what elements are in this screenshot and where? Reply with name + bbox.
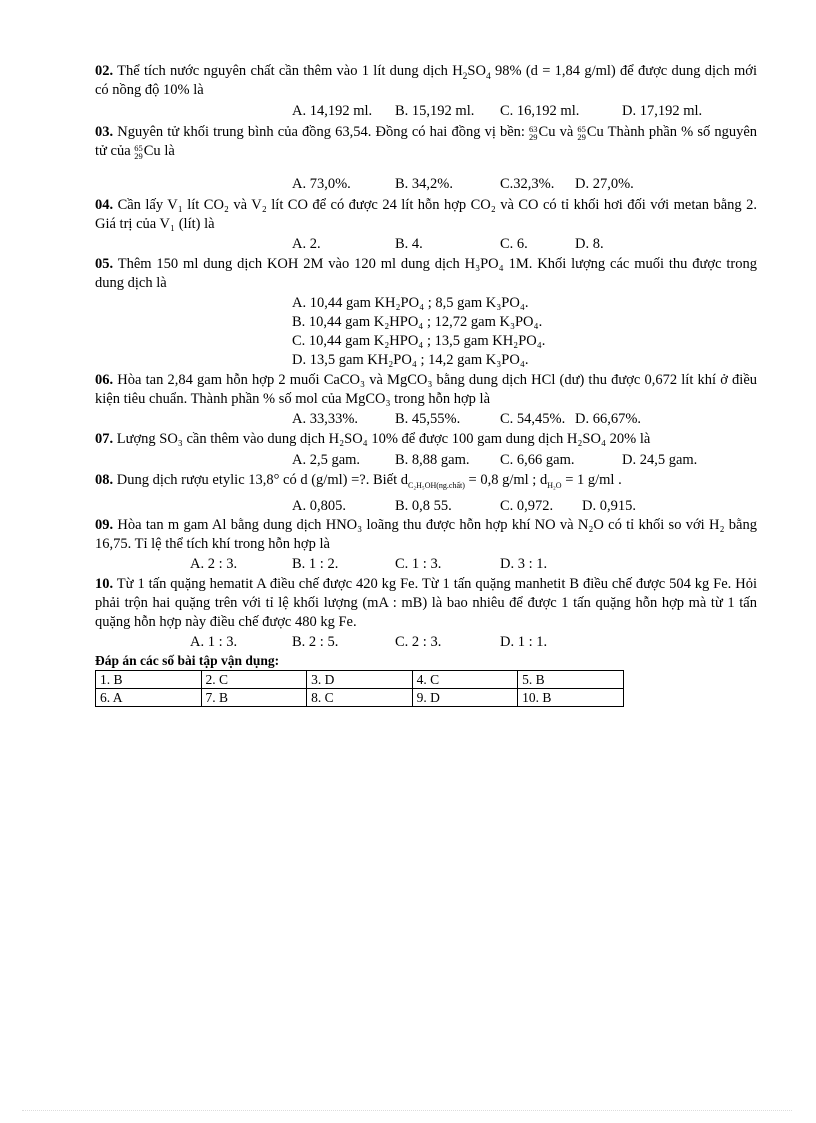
option-a: A. 2. [292, 236, 321, 252]
question-10 [95, 575, 757, 632]
option-a: A. 0,805. [292, 498, 346, 514]
question-03: 03. Nguyên tử khối trung bình của đồng 63,54. Đồng có hai đồng vị bền: 63 29 Cu và 65 29 Cu Thành phần % số nguyên tử của 65 29 Cu là [95, 123, 758, 161]
option-b: B. 34,2%. [395, 176, 453, 192]
option-b: B. 0,8 55. [395, 498, 452, 514]
table-cell: 3. D [307, 671, 413, 689]
question-number: 02. [95, 63, 114, 79]
table-row [96, 689, 624, 707]
option-a: A. 2 : 3. [190, 556, 238, 572]
option-c: C. 6,66 gam. [500, 452, 575, 468]
option-a: A. 73,0%. [292, 176, 351, 192]
question-text: 98% (d = 1,84 g/ml) để được dung dịch mới có nồng độ 10% là [95, 63, 757, 98]
question-number: 04. [95, 197, 114, 213]
option-b: B. 4. [395, 236, 423, 252]
question-08: 08. Dung dịch rượu etylic 13,8° có d (g/ml) =?. Biết $d_{C_2H_5OH(ng.chất)} = 0,8$ g/ml ; $d_{H_2O} = 1$ g/ml . [95, 472, 622, 490]
answers-title: Đáp án các số bài tập vận dụng: [95, 653, 280, 668]
table-cell: 1. B [96, 671, 202, 689]
table-cell: 2. C [201, 671, 307, 689]
isotope-notation: 65 29 [134, 142, 143, 161]
question-number: 03. [95, 124, 114, 140]
option-d: D. 1 : 1. [500, 634, 548, 650]
option-d: D. 8. [575, 236, 604, 252]
question-text: Thêm 150 ml dung dịch KOH 2M vào 120 ml dung dịch H₃PO₄ 1M. Khối lượng các muối thu được trong dung dịch là [95, 256, 757, 291]
question-number: 10. [95, 576, 114, 592]
question-number: 09. [95, 517, 114, 533]
isotope-notation: 63 29 [529, 123, 538, 142]
table-cell: 10. B [518, 689, 624, 707]
question-06 [95, 371, 757, 409]
question-number: 06. [95, 372, 114, 388]
question-07 [95, 430, 757, 449]
option-a: A. 2,5 gam. [292, 452, 361, 468]
table-cell: 8. C [307, 689, 413, 707]
answer-table [95, 670, 624, 707]
question-text: Lượng SO₃ cần thêm vào dung dịch H₂SO₄ 10% để được 100 gam dung dịch H₂SO₄ 20% là [113, 431, 651, 447]
option-c: C. 6. [500, 236, 528, 252]
question-number: 08. [95, 472, 114, 488]
option-d: D. 27,0%. [575, 176, 634, 192]
option-d: D. 0,915. [582, 498, 636, 514]
option-c: C. 16,192 ml. [500, 103, 580, 119]
question-02: 02. Thể tích nước nguyên chất cần thêm vào 1 lít dung dịch $H_2SO_4$ 98% (d = 1,84 g/ml) để được dung dịch mới có nồng độ 10% là [95, 63, 757, 98]
option-d: D. 3 : 1. [500, 556, 548, 572]
option-b: B. 10,44 gam K₂HPO₄ ; 12,72 gam K₃PO₄. [292, 314, 543, 330]
table-cell: 9. D [412, 689, 518, 707]
question-number: 07. [95, 431, 114, 447]
option-d: D. 24,5 gam. [622, 452, 698, 468]
question-09 [95, 516, 757, 554]
option-a: A. 1 : 3. [190, 634, 238, 650]
question-text: Hòa tan 2,84 gam hỗn hợp 2 muối CaCO₃ và MgCO₃ bằng dung dịch HCl (dư) thu được 0,672 lít khí ở điều kiện tiêu chuẩn. Thành phần % số mol của MgCO₃ trong hỗn hợp là [95, 372, 757, 407]
option-c: C. 54,45%. [500, 411, 566, 427]
option-c: C. 2 : 3. [395, 634, 442, 650]
option-a: A. 10,44 gam KH₂PO₄ ; 8,5 gam K₃PO₄. [292, 295, 529, 311]
page-footer-divider [22, 1110, 792, 1111]
question-text: Dung dịch rượu etylic 13,8° có d (g/ml) =?. Biết d [113, 472, 409, 488]
isotope-notation: 65 29 [577, 123, 586, 142]
table-cell: 6. A [96, 689, 202, 707]
option-b: B. 15,192 ml. [395, 103, 475, 119]
question-text: Thể tích nước nguyên chất cần thêm vào 1 lít dung dịch [113, 63, 453, 79]
table-cell: 5. B [518, 671, 624, 689]
option-d: D. 17,192 ml. [622, 103, 703, 119]
option-c: C.32,3%. [500, 176, 555, 192]
option-b: B. 1 : 2. [292, 556, 339, 572]
question-text: Từ 1 tấn quặng hematit A điều chế được 420 kg Fe. Từ 1 tấn quặng manhetit B điều chế được 504 kg Fe. Hỏi phải trộn hai quặng trên với tỉ lệ khối lượng (mA : mB) là bao nhiêu để được 1 tấn quặng hỗn hợp mà từ 1 tấn quặng hỗn hợp này điều chế được 480 kg Fe. [95, 576, 757, 630]
option-b: B. 45,55%. [395, 411, 461, 427]
question-number: 05. [95, 256, 114, 272]
option-a: A. 33,33%. [292, 411, 359, 427]
table-cell: 4. C [412, 671, 518, 689]
option-c: C. 0,972. [500, 498, 554, 514]
question-04 [95, 196, 757, 234]
question-05 [95, 255, 757, 293]
option-a: A. 14,192 ml. [292, 103, 373, 119]
table-row [96, 671, 624, 689]
option-d: D. 13,5 gam KH₂PO₄ ; 14,2 gam K₃PO₄. [292, 352, 529, 368]
question-text: Nguyên tử khối trung bình của đồng 63,54. Đồng có hai đồng vị bền: [113, 124, 530, 140]
option-d: D. 66,67%. [575, 411, 642, 427]
table-cell: 7. B [201, 689, 307, 707]
option-c: C. 10,44 gam K₂HPO₄ ; 13,5 gam KH₂PO₄. [292, 333, 546, 349]
option-b: B. 2 : 5. [292, 634, 339, 650]
option-b: B. 8,88 gam. [395, 452, 470, 468]
question-text: Hòa tan m gam Al bằng dung dịch HNO₃ loãng thu được hỗn hợp khí NO và N₂O có tỉ khối so với H₂ bằng 16,75. Tỉ lệ thể tích khí trong hỗn hợp là [95, 517, 757, 552]
option-c: C. 1 : 3. [395, 556, 442, 572]
question-text: Cần lấy V₁ lít CO₂ và V₂ lít CO để có được 24 lít hỗn hợp CO₂ và CO có tỉ khối hơi đối với metan bằng 2. Giá trị của V₁ (lít) là [95, 197, 757, 232]
